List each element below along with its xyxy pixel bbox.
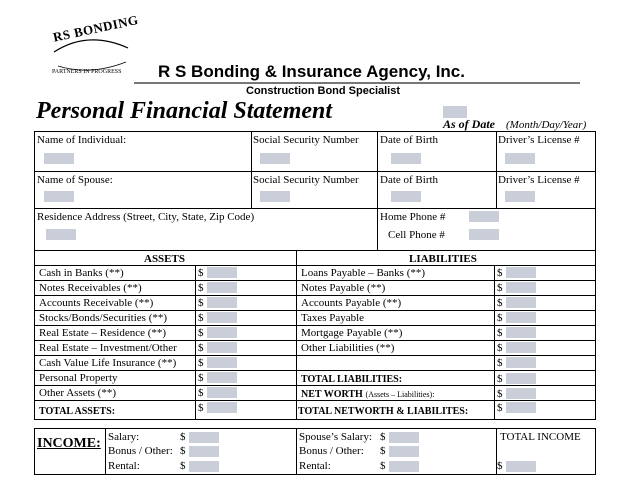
drivers-license-spouse-label: Driver’s License #: [498, 174, 580, 186]
asset-row-dollar: $: [198, 357, 204, 369]
liability-row-rule: [296, 280, 596, 281]
form-title: Personal Financial Statement: [36, 98, 333, 124]
spouse-salary-field[interactable]: [389, 432, 419, 443]
asset-row-field[interactable]: [207, 297, 237, 308]
total-assets-dollar: $: [198, 402, 204, 414]
ssn-spouse-label: Social Security Number: [253, 174, 359, 186]
asset-row-label: Cash Value Life Insurance (**): [39, 357, 177, 369]
asset-row-label: Real Estate – Investment/Other: [39, 342, 177, 354]
residence-address-label: Residence Address (Street, City, State, Zip Code): [37, 211, 255, 223]
total-liabilities-dollar: $: [497, 373, 503, 385]
asset-row-rule: [34, 310, 296, 311]
liability-row-field[interactable]: [506, 312, 536, 323]
asset-row-label: Cash in Banks (**): [39, 267, 124, 279]
home-phone-field[interactable]: [469, 211, 499, 222]
liability-row-field[interactable]: [506, 267, 536, 278]
liability-row-field[interactable]: [506, 297, 536, 308]
liability-row-dollar: $: [497, 342, 503, 354]
asset-row-dollar: $: [198, 327, 204, 339]
spouse-bonus-label: Bonus / Other:: [299, 445, 364, 457]
spouse-rental-label: Rental:: [299, 460, 331, 472]
assets-heading: ASSETS: [144, 253, 185, 265]
income-label: INCOME:: [37, 436, 101, 451]
total-income-field[interactable]: [506, 461, 536, 472]
income-rule-1: [105, 428, 106, 475]
rule-row3: [34, 208, 596, 209]
spouse-bonus-field[interactable]: [389, 446, 419, 457]
dob-field[interactable]: [391, 153, 421, 164]
asset-row-dollar: $: [198, 342, 204, 354]
rental-label: Rental:: [108, 460, 140, 472]
asset-row-dollar: $: [198, 372, 204, 384]
asset-row-field[interactable]: [207, 267, 237, 278]
header-rule: [134, 82, 580, 84]
asset-row-label: Other Assets (**): [39, 387, 116, 399]
asset-row-rule: [34, 385, 296, 386]
company-subtitle: Construction Bond Specialist: [246, 85, 401, 97]
drivers-license-label: Driver’s License #: [498, 134, 580, 146]
asset-row-field[interactable]: [207, 312, 237, 323]
liability-row-rule: [296, 325, 596, 326]
liability-row-label: Mortgage Payable (**): [301, 327, 403, 339]
rule-col-dob: [377, 131, 378, 250]
drivers-license-field[interactable]: [505, 153, 535, 164]
total-networth-field[interactable]: [506, 402, 536, 413]
residence-address-field[interactable]: [46, 229, 76, 240]
asset-row-field[interactable]: [207, 327, 237, 338]
net-worth-note: (Assets – Liabilities):: [365, 390, 435, 399]
home-phone-label: Home Phone #: [380, 211, 446, 223]
ssn-field[interactable]: [260, 153, 290, 164]
liability-row-label: Accounts Payable (**): [301, 297, 402, 309]
asset-row-dollar: $: [198, 282, 204, 294]
rule-col-dl: [496, 131, 497, 208]
asset-row-dollar: $: [198, 267, 204, 279]
asset-row-rule: [34, 280, 296, 281]
bonus-dollar: $: [180, 445, 186, 457]
asset-row-rule: [34, 355, 296, 356]
logo-brand: RS BONDING: [51, 11, 140, 45]
rule-col-liab-dollar: [494, 265, 495, 420]
asset-row-field[interactable]: [207, 372, 237, 383]
company-name: R S Bonding & Insurance Agency, Inc.: [158, 62, 465, 81]
rental-field[interactable]: [189, 461, 219, 472]
liability-row-dollar: $: [497, 312, 503, 324]
cell-phone-label: Cell Phone #: [388, 229, 445, 241]
total-assets-label: TOTAL ASSETS:: [39, 406, 116, 417]
asset-row-field[interactable]: [207, 357, 237, 368]
asset-row-field[interactable]: [207, 282, 237, 293]
liability-row-label: Loans Payable – Banks (**): [301, 267, 426, 279]
liability-row-label: Other Liabilities (**): [301, 342, 395, 354]
asset-row-dollar: $: [198, 297, 204, 309]
liability-row-field[interactable]: [506, 357, 536, 368]
asset-row-rule: [34, 400, 296, 401]
liability-row-label: Taxes Payable: [301, 312, 365, 324]
liability-row-field[interactable]: [506, 282, 536, 293]
salary-label: Salary:: [108, 431, 140, 443]
liability-row-rule: [296, 355, 596, 356]
liability-row-label: Notes Payable (**): [301, 282, 386, 294]
liability-row-rule: [296, 370, 596, 371]
salary-field[interactable]: [189, 432, 219, 443]
dob-label: Date of Birth: [380, 134, 439, 146]
asset-row-rule: [34, 295, 296, 296]
asset-row-label: Real Estate – Residence (**): [39, 327, 167, 339]
bonus-label: Bonus / Other:: [108, 445, 173, 457]
total-assets-field[interactable]: [207, 402, 237, 413]
name-spouse-label: Name of Spouse:: [37, 174, 113, 186]
rule-col-ssn: [251, 131, 252, 208]
total-income-dollar: $: [497, 460, 503, 472]
liability-row-dollar: $: [497, 282, 503, 294]
spouse-bonus-dollar: $: [380, 445, 386, 457]
liability-row-dollar: $: [497, 267, 503, 279]
liability-row-rule: [296, 340, 596, 341]
name-individual-label: Name of Individual:: [37, 134, 127, 146]
asset-row-field[interactable]: [207, 387, 237, 398]
liab-total-rule: [296, 385, 596, 386]
ssn-label: Social Security Number: [253, 134, 359, 146]
net-worth-label: NET WORTH: [301, 389, 363, 400]
liability-row-rule: [296, 310, 596, 311]
spouse-rental-dollar: $: [380, 460, 386, 472]
logo: [48, 11, 140, 82]
dob-spouse-field[interactable]: [391, 191, 421, 202]
spouse-salary-dollar: $: [380, 431, 386, 443]
salary-dollar: $: [180, 431, 186, 443]
liab-networth-rule: [296, 400, 596, 401]
rule-col-assets-dollar: [195, 265, 196, 420]
liability-row-field[interactable]: [506, 342, 536, 353]
liability-row-field[interactable]: [506, 327, 536, 338]
income-rule-2: [296, 428, 297, 475]
asset-row-label: Stocks/Bonds/Securities (**): [39, 312, 168, 324]
rule-assets-head: [34, 265, 596, 266]
spouse-rental-field[interactable]: [389, 461, 419, 472]
net-worth-field[interactable]: [506, 388, 536, 399]
dob-spouse-label: Date of Birth: [380, 174, 439, 186]
total-liabilities-label: TOTAL LIABILITIES:: [301, 374, 403, 385]
total-networth-dollar: $: [497, 402, 503, 414]
asset-row-rule: [34, 340, 296, 341]
bonus-field[interactable]: [189, 446, 219, 457]
rule-row2: [34, 171, 596, 172]
total-networth-label: TOTAL NETWORTH & LIABILITES:: [298, 406, 469, 417]
as-of-date-label: As of Date: [443, 117, 495, 131]
name-spouse-field[interactable]: [44, 191, 74, 202]
asset-row-field[interactable]: [207, 342, 237, 353]
liability-row-dollar: $: [497, 297, 503, 309]
ssn-spouse-field[interactable]: [260, 191, 290, 202]
asset-row-dollar: $: [198, 387, 204, 399]
drivers-license-spouse-field[interactable]: [505, 191, 535, 202]
rental-dollar: $: [180, 460, 186, 472]
logo-tagline: PARTNERS IN PROGRESS: [52, 69, 122, 75]
liability-row-dollar: $: [497, 327, 503, 339]
rule-assets-top: [34, 250, 596, 251]
total-income-label: TOTAL INCOME: [500, 431, 581, 443]
total-liabilities-field[interactable]: [506, 373, 536, 384]
net-worth-dollar: $: [497, 388, 503, 400]
asset-row-label: Personal Property: [39, 372, 118, 384]
liabilities-heading: LIABILITIES: [409, 253, 477, 265]
rule-col-mid: [296, 250, 297, 420]
name-individual-field[interactable]: [44, 153, 74, 164]
liability-row-rule: [296, 295, 596, 296]
asset-row-label: Notes Receivables (**): [39, 282, 142, 294]
cell-phone-field[interactable]: [469, 229, 499, 240]
as-of-date-format: (Month/Day/Year): [506, 119, 587, 131]
asset-row-rule: [34, 325, 296, 326]
asset-row-label: Accounts Receivable (**): [39, 297, 154, 309]
spouse-salary-label: Spouse’s Salary:: [299, 431, 373, 443]
asset-row-dollar: $: [198, 312, 204, 324]
liability-row-dollar: $: [497, 357, 503, 369]
asset-row-rule: [34, 370, 296, 371]
